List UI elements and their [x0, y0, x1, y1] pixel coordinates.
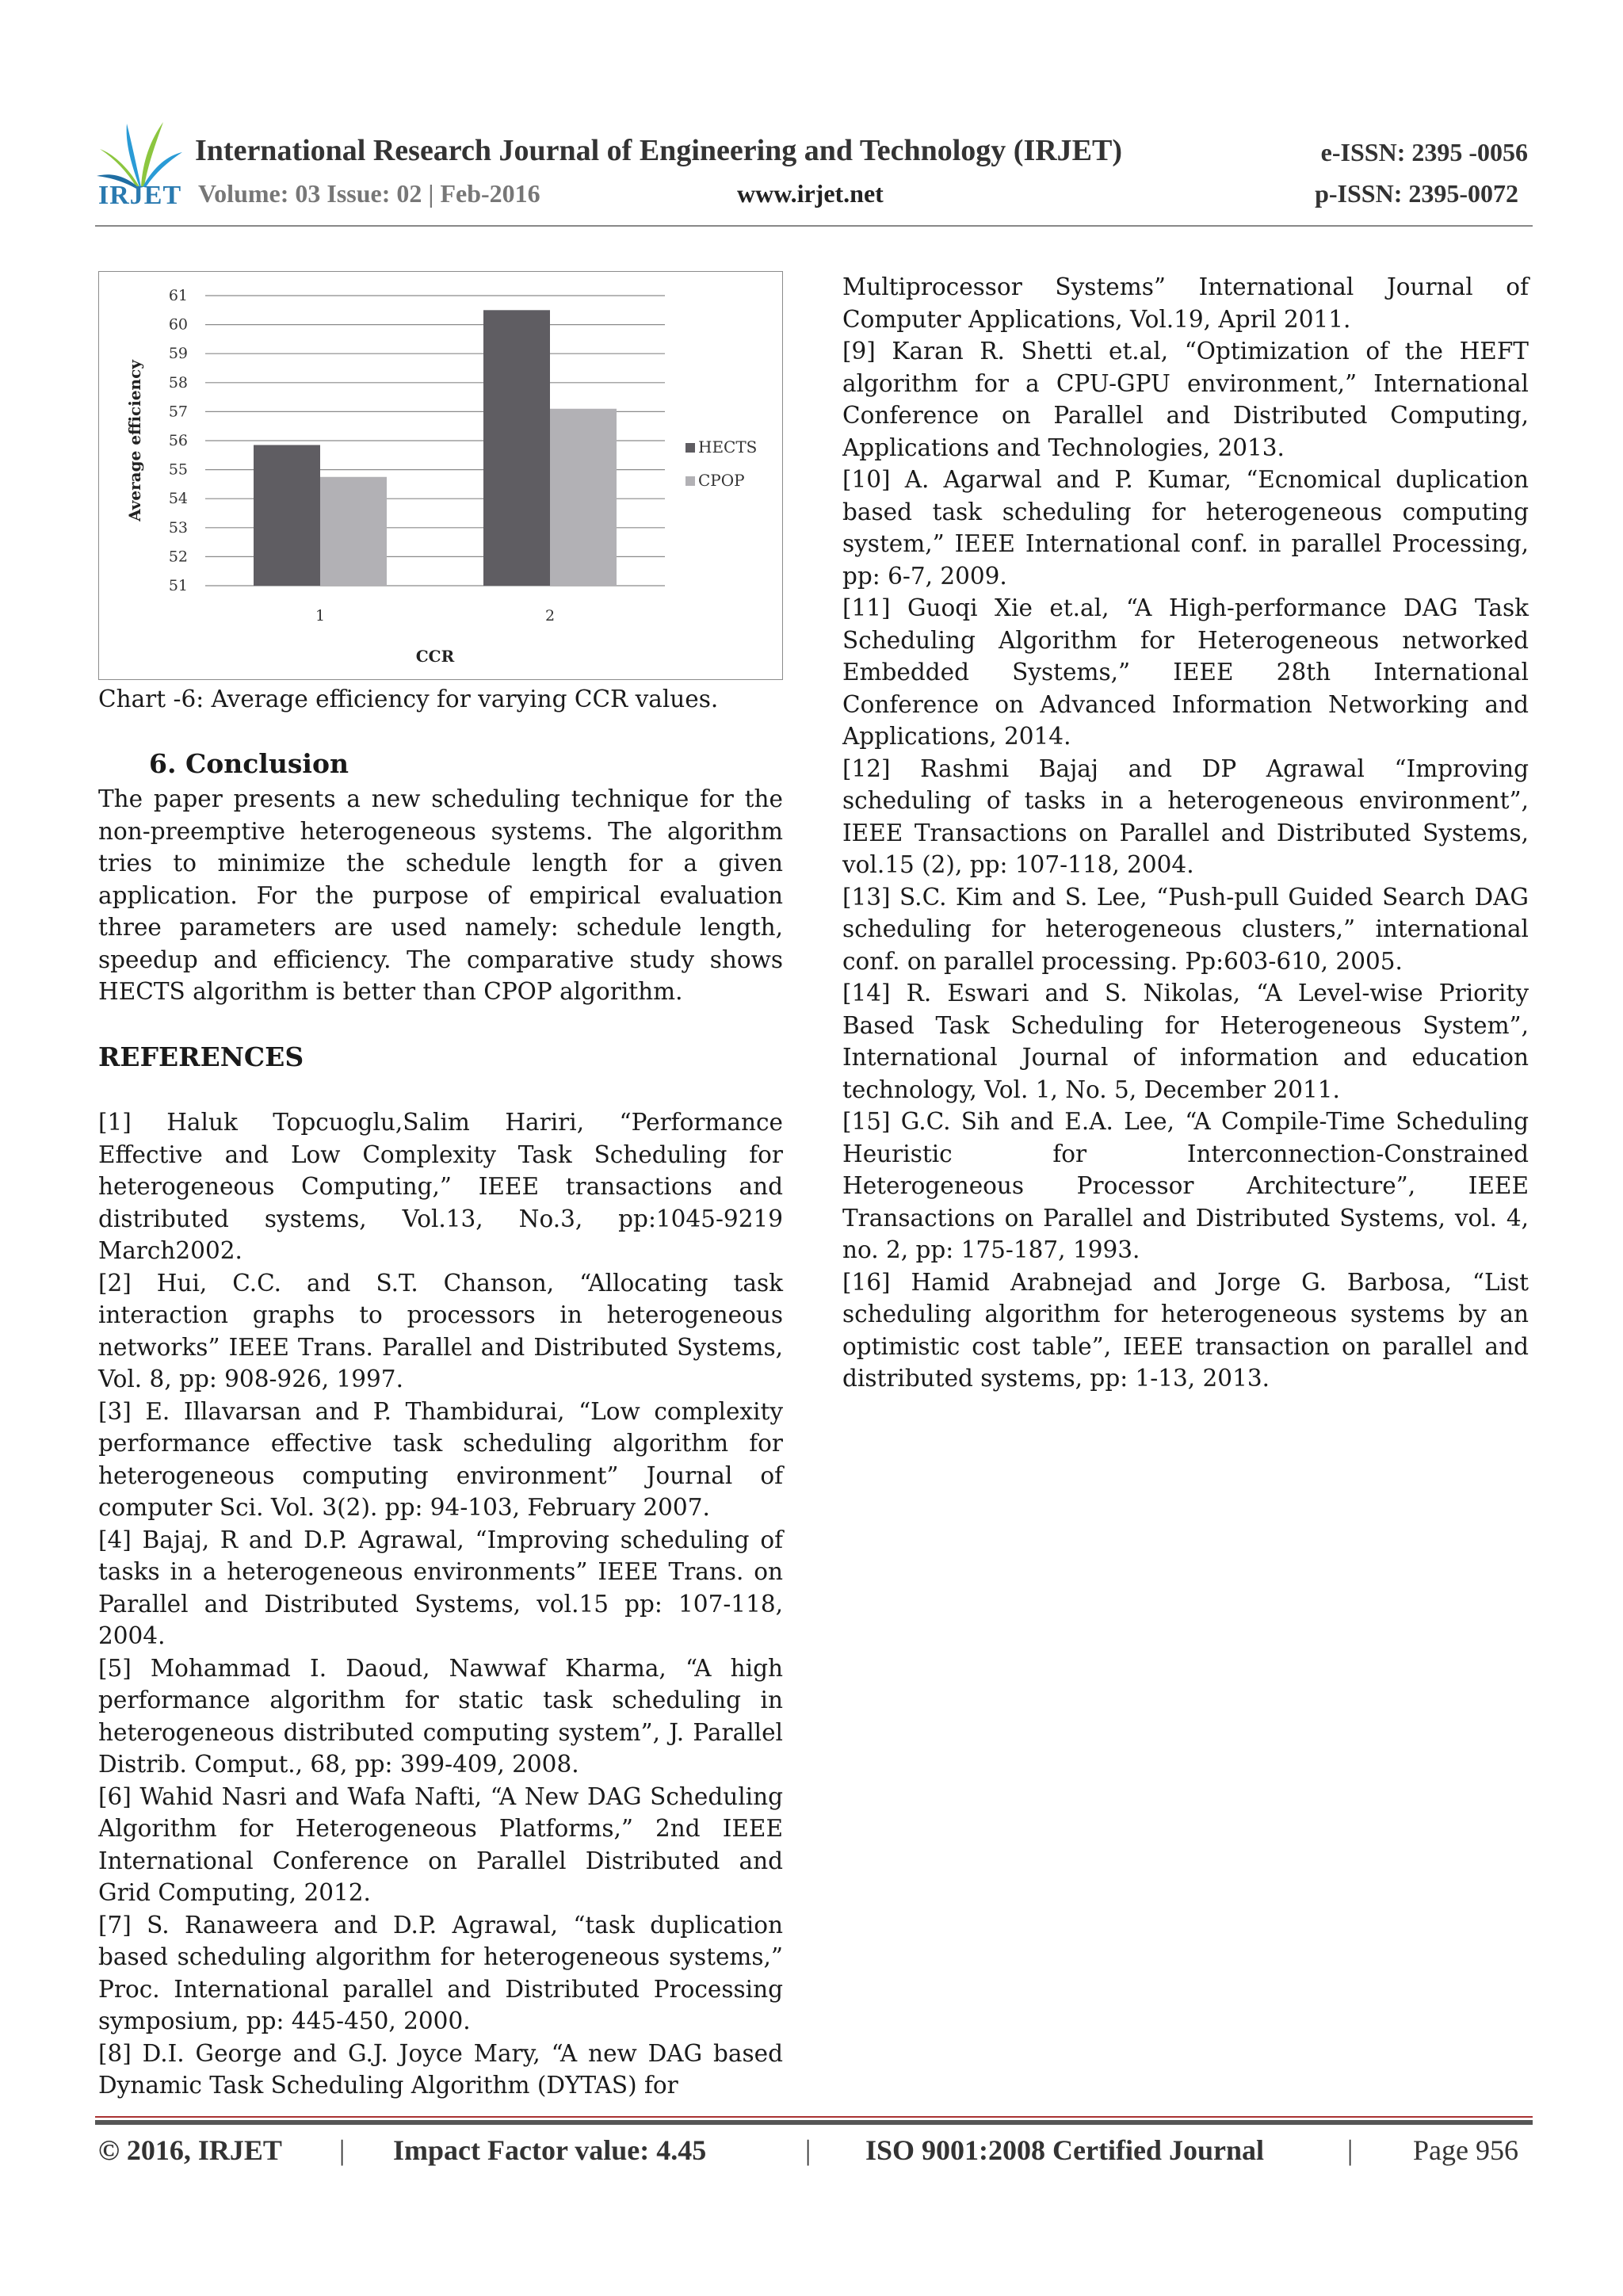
logo-text: IRJET — [98, 181, 182, 210]
chart-caption: Chart -6: Average efficiency for varying CCR values. — [98, 686, 719, 712]
volume-issue: Volume: 03 Issue: 02 | Feb-2016 — [198, 179, 540, 208]
footer-impact-factor: Impact Factor value: 4.45 — [393, 2134, 707, 2166]
y-axis-label: Average efficiency — [125, 360, 144, 521]
y-tick-label: 61 — [168, 287, 188, 304]
references-left-column — [98, 1106, 783, 2102]
x-tick-label: 2 — [544, 607, 556, 625]
legend-swatch-cpop — [685, 476, 695, 486]
conclusion-paragraph: The paper presents a new scheduling technique for the non-preemptive heterogeneous systems. The algorithm tries to minimize the schedule length for a given application. For the purpose of empirical evaluation three parameters are used namely: schedule length, speedup and efficiency. The comparative study shows HECTS algorithm is better than CPOP algorithm. — [98, 785, 783, 1005]
y-tick-label: 53 — [168, 518, 188, 537]
reference-entry: [9] Karan R. Shetti et.al, “Optimization of the HEFT algorithm for a CPU-GPU environment,” International Conference on Parallel and Distributed Computing, Applications and Technologies, 2013. — [842, 338, 1529, 461]
reference-entry: [3] E. Illavarsan and P. Thambidurai, “Low complexity performance effective task scheduling algorithm for heterogeneous computing environment” Journal of computer Sci. Vol. 3(2). pp: 94-103, February 2007. — [98, 1397, 783, 1521]
conclusion-heading: 6. Conclusion — [149, 748, 349, 779]
reference-entry: [15] G.C. Sih and E.A. Lee, “A Compile-Time Scheduling Heuristic for Interconnection-Constrained Heterogeneous Processor Architecture”, IEEE Transactions on Parallel and Distributed Systems, vol. 4, no. 2, pp: 175-187, 1993. — [842, 1108, 1529, 1263]
reference-entry: [8] D.I. George and G.J. Joyce Mary, “A new DAG based Dynamic Task Scheduling Algorithm (DYTAS) for — [98, 2039, 783, 2099]
footer-separator: | — [1347, 2134, 1354, 2166]
reference-entry: [12] Rashmi Bajaj and DP Agrawal “Improving scheduling of tasks in a heterogeneous environment”, IEEE Transactions on Parallel and Distributed Systems, vol.15 (2), pp: 107-118, 2004. — [842, 755, 1529, 878]
bar-hects — [483, 310, 550, 586]
x-axis-label: CCR — [415, 647, 455, 666]
bar-cpop — [320, 477, 387, 586]
y-tick-label: 54 — [168, 490, 188, 508]
chart-svg — [99, 272, 784, 681]
footer-separator: | — [805, 2134, 812, 2166]
y-tick-label: 60 — [168, 315, 188, 334]
references-right-column — [842, 271, 1529, 1395]
bar-hects — [254, 445, 320, 586]
footer-divider-thick — [95, 2120, 1533, 2125]
page-number: Page 956 — [1413, 2134, 1518, 2166]
logo-leaves-icon — [95, 117, 184, 189]
reference-entry: [5] Mohammad I. Daoud, Nawwaf Kharma, “A high performance algorithm for static task scheduling in heterogeneous distributed computing system”, J. Parallel Distrib. Comput., 68, pp: 399-409, 2008. — [98, 1654, 783, 1778]
footer-copyright: © 2016, IRJET — [98, 2134, 282, 2166]
eissn: e-ISSN: 2395 -0056 — [1320, 138, 1528, 166]
x-tick-label: 1 — [315, 607, 326, 625]
reference-entry: [2] Hui, C.C. and S.T. Chanson, “Allocating task interaction graphs to processors in heterogeneous networks” IEEE Trans. Parallel and Distributed Systems, Vol. 8, pp: 908-926, 1997. — [98, 1269, 783, 1392]
y-tick-label: 55 — [168, 460, 188, 479]
y-tick-label: 51 — [168, 577, 188, 594]
y-tick-label: 58 — [168, 373, 188, 392]
conclusion-text — [98, 783, 783, 1008]
bar-cpop — [550, 409, 617, 586]
reference-entry: [13] S.C. Kim and S. Lee, “Push-pull Guided Search DAG scheduling for heterogeneous clusters,” international conf. on parallel processing. Pp:603-610, 2005. — [842, 883, 1529, 975]
y-tick-label: 56 — [168, 432, 188, 449]
footer-separator: | — [339, 2134, 346, 2166]
reference-entry: [14] R. Eswari and S. Nikolas, “A Level-wise Priority Based Task Scheduling for Heterogeneous System”, International Journal of information and education technology, Vol. 1, No. 5, December 2011. — [842, 980, 1529, 1103]
journal-title: International Research Journal of Engineering and Technology (IRJET) — [195, 134, 1123, 167]
pissn: p-ISSN: 2395-0072 — [1315, 179, 1518, 208]
reference-entry: [7] S. Ranaweera and D.P. Agrawal, “task duplication based scheduling algorithm for heterogeneous systems,” Proc. International parallel and Distributed Processing symposium, pp: 445-450, 2000. — [98, 1911, 783, 2034]
legend-label-hects: HECTS — [698, 437, 758, 457]
reference-entry: [10] A. Agarwal and P. Kumar, “Ecnomical duplication based task scheduling for heterogeneous computing system,” IEEE International conf. in parallel Processing, pp: 6-7, 2009. — [842, 466, 1529, 590]
reference-entry: [16] Hamid Arabnejad and Jorge G. Barbosa, “List scheduling algorithm for heterogeneous systems by an optimistic cost table”, IEEE transaction on parallel and distributed systems, pp: 1-13, 2013. — [842, 1268, 1529, 1392]
reference-entry: [6] Wahid Nasri and Wafa Nafti, “A New DAG Scheduling Algorithm for Heterogeneous Platforms,” 2nd IEEE International Conference on Parallel Distributed and Grid Computing, 2012. — [98, 1782, 783, 1906]
y-tick-label: 57 — [168, 403, 188, 421]
y-tick-label: 59 — [168, 345, 188, 363]
legend-swatch-hects — [685, 443, 695, 453]
reference-entry: [1] Haluk Topcuoglu,Salim Hariri, “Performance Effective and Low Complexity Task Scheduling for heterogeneous Computing,” IEEE transactions and distributed systems, Vol.13, No.3, pp:1045-9219 March2002. — [98, 1109, 783, 1264]
reference-entry: [11] Guoqi Xie et.al, “A High-performance DAG Task Scheduling Algorithm for Heterogeneous networked Embedded Systems,” IEEE 28th International Conference on Advanced Information Networking and Applications, 2014. — [842, 594, 1529, 750]
reference-entry: [4] Bajaj, R and D.P. Agrawal, “Improving scheduling of tasks in a heterogeneous environments” IEEE Trans. on Parallel and Distributed Systems, vol.15 pp: 107-118, 2004. — [98, 1526, 783, 1649]
header-divider — [95, 225, 1533, 227]
legend-label-cpop: CPOP — [698, 471, 745, 490]
journal-website[interactable]: www.irjet.net — [737, 179, 884, 208]
y-tick-label: 52 — [168, 548, 188, 566]
footer-iso: ISO 9001:2008 Certified Journal — [865, 2134, 1264, 2166]
reference-entry: Multiprocessor Systems” International Journal of Computer Applications, Vol.19, April 2011. — [842, 273, 1529, 333]
footer-divider-thin — [95, 2116, 1533, 2118]
references-heading: REFERENCES — [98, 1041, 304, 1072]
efficiency-chart — [98, 271, 783, 680]
